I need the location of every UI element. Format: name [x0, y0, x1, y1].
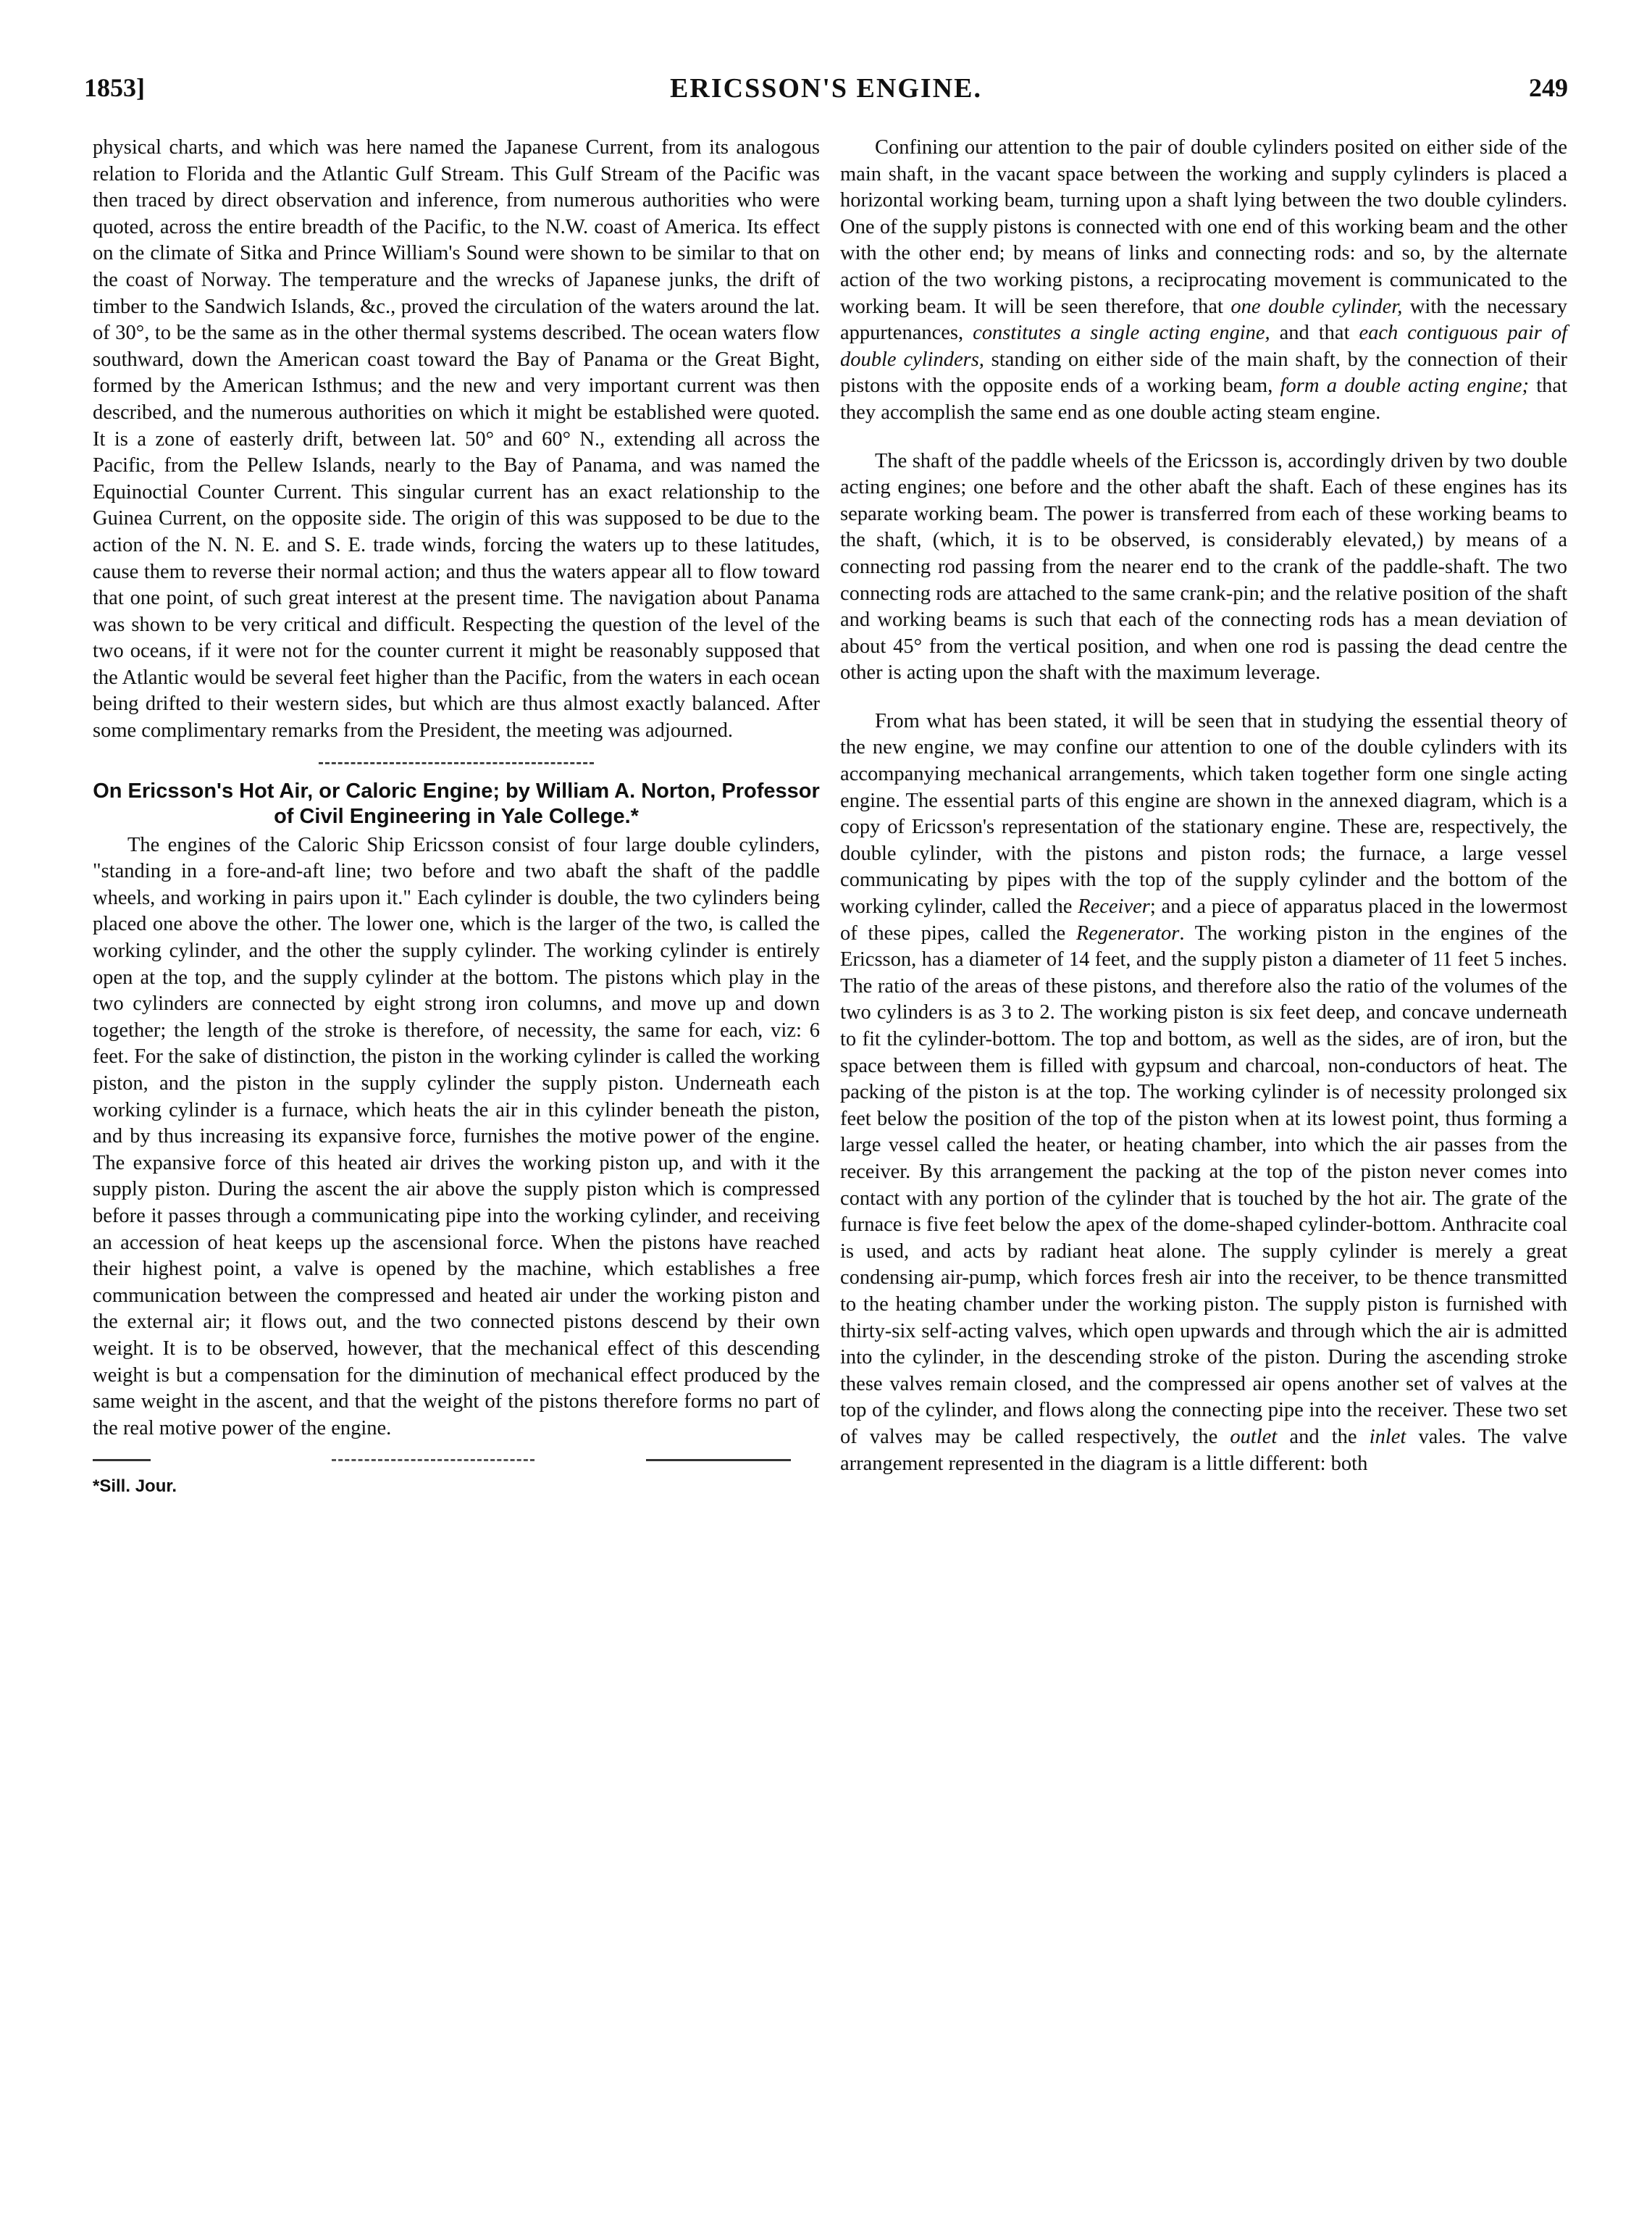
header-title: ERICSSON'S ENGINE. — [670, 73, 982, 104]
engine-theory-paragraph: From what has been stated, it will be seen that in studying the essential theory of the new engine, we may confine our attention to one of the double cylinders with its accompanying mechanical arrangements, which taken together form one single acting engine. The essential parts of this engine are shown in the annexed diagram, which is a copy of Ericsson's representation of the stationary engine. These are, respectively, the double cylinder, with the pistons and piston rods; the furnace, a large vessel communicating by pipes with the top of the supply cylinder and the bottom of the working cylinder, called the Receiver; and a piece of apparatus placed in the lowermost of these pipes, called the Regenerator. The working piston in the engines of the Ericsson, has a diameter of 14 feet, and the supply piston a diameter of 11 feet 5 inches. The ratio of the areas of these pistons, and therefore also the ratio of the volumes of the two cylinders is as 3 to 2. The working piston is six feet deep, and concave underneath to fit the cylinder-bottom. The top and bottom, as well as the sides, are of iron, but the space between them is filled with gypsum and charcoal, non-conductors of heat. The packing of the piston is at the top. The working cylinder is of necessity prolonged six feet below the position of the top of the piston when at its lowest point, thus forming a large vessel called the heater, or heating chamber, into which the air passes from the receiver. By this arrangement the packing at the top of the piston never comes into contact with any portion of the cylinder that is touched by the hot air. The grate of the furnace is five feet below the apex of the dome-shaped cylinder-bottom. Anthracite coal is used, and acts by radiant heat alone. The supply cylinder is merely a great condensing air-pump, which forces fresh air into the receiver, to be thence transmitted to the heating chamber under the working piston. The supply piston is furnished with thirty-six self-acting valves, which open upwards and through which the air is admitted into the cylinder, in the descending stroke of the piston. During the ascending stroke these valves remain closed, and the compressed air opens another set of valves at the top of the cylinder, and flows along the connecting pipe into the receiver. These two set of valves may be called respectively, the outlet and the inlet vales. The valve arrangement represented in the diagram is a little different: both — [840, 709, 1567, 1475]
header-year: 1853] — [84, 73, 145, 102]
section-divider — [319, 762, 594, 764]
caloric-engine-paragraph: The engines of the Caloric Ship Ericsson consist of four large double cylinders, "standing in a fore-and-aft line; two before and two abaft the shaft of the paddle wheels, and working in pairs upon it." Each cylinder is double, the two cylinders being placed one above the other. The lower one, which is the larger of the two, is called the working cylinder, and the other the supply cylinder. The working cylinder is entirely open at the top, and the supply cylinder at the bottom. The pistons which play in the two cylinders are connected by eight strong iron columns, and move up and down together; the length of the stroke is therefore, of necessity, the same for each, viz: 6 feet. For the sake of distinction, the piston in the working cylinder is called the working piston, and the piston in the supply cylinder the supply piston. Underneath each working cylinder is a furnace, which heats the air in this cylinder beneath the piston, and by thus increasing its expansive force, furnishes the motive power of the engine. The expansive force of this heated air drives the working piston up, and with it the supply piston. During the ascent the air above the supply piston which is compressed before it passes through a communicating pipe into the working cylinder, and receiving an accession of heat keeps up the ascensional force. When the pistons have reached their highest point, a valve is opened by the machine, which establishes a free communication between the compressed and heated air under the working piston and the external air; it flows out, and the two connected pistons descend by their own weight. It is to be observed, however, that the mechanical effect of this descending weight is but a compensation for the diminution of mechanical effect produced by the same weight in the ascent, and that the weight of the pistons therefore forms no part of the real motive power of the engine. — [93, 833, 820, 1439]
page-number: 249 — [1529, 73, 1568, 102]
footnote-rules — [93, 1452, 820, 1471]
column-end-rule — [332, 1459, 534, 1461]
left-column — [93, 135, 820, 1500]
double-cylinder-paragraph: Confining our attention to the pair of double cylinders posited on either side of the main shaft, in the vacant space between the working and supply cylinders is placed a horizontal working beam, turning upon a shaft lying between the two double cylinders. One of the supply pistons is connected with one end of this working beam and the other with the other end; by means of links and connecting rods: and so, by the alternate action of the two working pistons, a reciprocating movement is communicated to the working beam. It will be seen therefore, that one double cylinder, with the necessary appurtenances, constitutes a single acting engine, and that each contiguous pair of double cylinders, standing on either side of the main shaft, by the connection of their pistons with the opposite ends of a working beam, form a double acting engine; that they accomplish the same end as one double acting steam engine. — [840, 136, 1568, 424]
paddle-shaft-paragraph: The shaft of the paddle wheels of the Ericsson is, accordingly driven by two double acting engines; one before and the other abaft the shaft. Each of these engines has its separate working beam. The power is transferred from each of these working beams to the shaft, (which, it is to be observed, is considerably elevated,) by means of a connecting rod passing from the nearer end to the crank of the paddle-shaft. The two connecting rods are attached to the same crank-pin; and the relative position of the shaft and working beams is such that each of the connecting rods has a mean deviation of about 45° from the vertical position, and when one rod is passing the dead centre the other is acting upon the shaft with the maximum leverage. — [840, 449, 1567, 685]
running-header — [84, 72, 1568, 116]
japanese-current-paragraph: physical charts, and which was here named the Japanese Current, from its analogous relation to Florida and the Atlantic Gulf Stream. This Gulf Stream of the Pacific was then traced by direct observation and inference, from numerous authorities who were quoted, across the entire breadth of the Pacific, to the N.W. coast of America. Its effect on the climate of Sitka and Prince William's Sound were shown to be similar to that on the coast of Norway. The temperature and the wrecks of Japanese junks, the drift of timber to the Sandwich Islands, &c., proved the circulation of the waters around the lat. of 30°, to be the same as in the other thermal systems described. The ocean waters flow southward, down the American coast toward the Bay of Panama or the Great Bight, formed by the American Isthmus; and the new and very important current was then described, and the numerous authorities on which it might be established were quoted. It is a zone of easterly drift, between lat. 50° and 60° N., extending all across the Pacific, from the Pellew Islands, nearly to the Bay of Panama, and was named the Equinoctial Counter Current. This singular current has an exact relationship to the Guinea Current, on the opposite side. The origin of this was supposed to be due to the action of the N. N. E. and S. E. trade winds, forcing the waters up to these latitudes, cause them to reverse their normal action; and thus the waters appear all to flow toward that one point, of such great interest at the present time. The navigation about Panama was shown to be very critical and difficult. Respecting the question of the level of the two oceans, if it were not for the counter current it might be reasonably supposed that the Atlantic would be several feet higher than the Pacific, from the waters in each ocean being drifted to their western sides, but which are thus almost exactly balanced. After some complimentary remarks from the President, the meeting was adjourned. — [93, 136, 820, 743]
column-end-rule-right — [646, 1459, 791, 1461]
footnote-rule — [93, 1459, 151, 1461]
footnote: *Sill. Jour. — [93, 1476, 177, 1497]
right-column — [840, 135, 1567, 1477]
article-heading: On Ericsson's Hot Air, or Caloric Engine; by William A. Norton, Professor of Civil Engineering in Yale College.* — [93, 779, 820, 828]
